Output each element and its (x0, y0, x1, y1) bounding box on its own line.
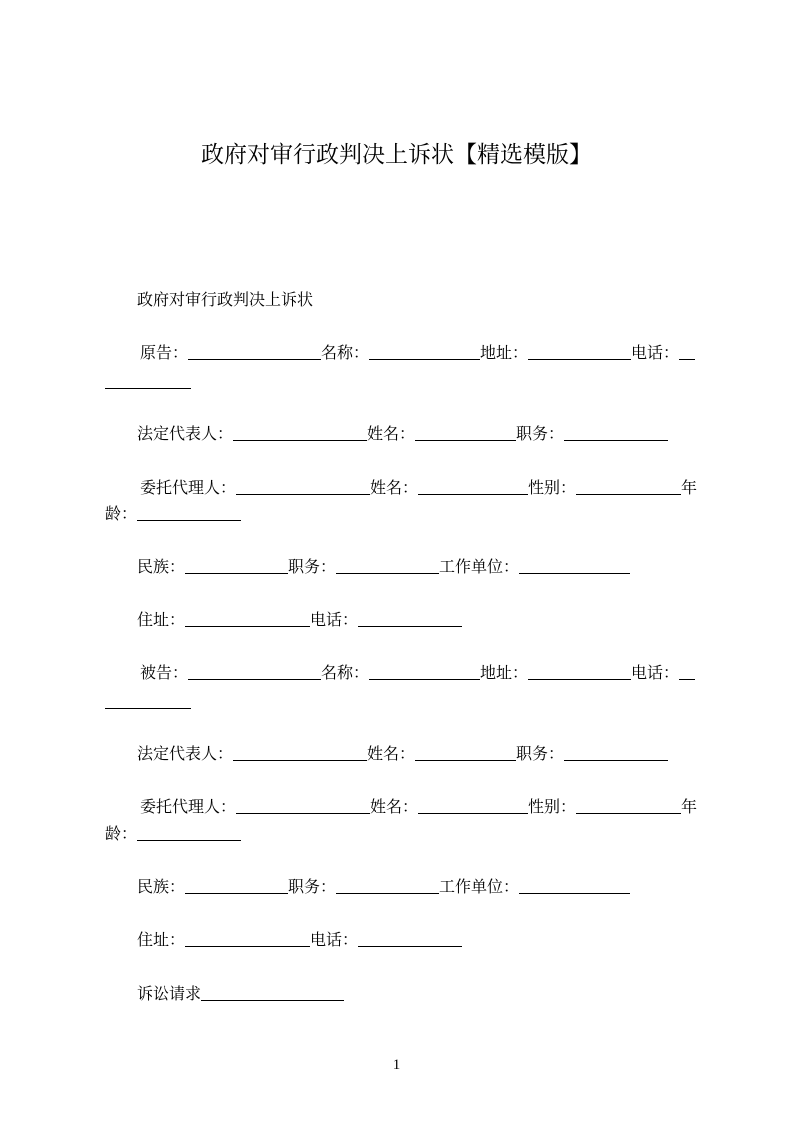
legal-rep-line (137, 744, 668, 764)
legal-rep-label: 法定代表人： (137, 744, 234, 763)
workplace-blank (519, 561, 630, 574)
plaintiff-section (0, 343, 793, 633)
ethnicity-line (137, 877, 630, 897)
residence-phone-label: 电话： (310, 930, 359, 949)
agent-label: 委托代理人： (140, 797, 237, 816)
phone-blank-continued (105, 696, 191, 709)
gender-blank (576, 801, 681, 814)
residence-label: 住址： (137, 930, 186, 949)
ethnicity-blank (185, 561, 288, 574)
name-label: 名称： (321, 343, 370, 362)
phone-blank (679, 667, 695, 680)
rep-name-blank (415, 748, 516, 761)
agent-name-label: 姓名： (370, 797, 419, 816)
page-number: 1 (392, 1057, 401, 1073)
age-blank (137, 828, 241, 841)
document-heading (137, 290, 313, 310)
age-label-end: 龄： (105, 504, 138, 523)
agent-line (140, 478, 697, 498)
legal-rep-blank (233, 428, 367, 441)
age-line (105, 504, 241, 524)
party-blank (188, 667, 321, 680)
age-label-end: 龄： (105, 824, 138, 843)
party-blank (188, 347, 321, 360)
address-label: 地址： (480, 663, 529, 682)
residence-line (137, 930, 462, 950)
agent-name-blank (418, 801, 528, 814)
gender-blank (576, 482, 681, 495)
document-title: 政府对审行政判决上诉状【精选模版】 (201, 142, 592, 168)
heading-text: 政府对审行政判决上诉状 (137, 290, 314, 309)
agent-name-blank (418, 482, 528, 495)
rep-position-blank (564, 748, 668, 761)
phone-blank-continued (105, 376, 191, 389)
workplace-blank (519, 881, 630, 894)
residence-blank (185, 614, 310, 627)
agent-blank (236, 482, 370, 495)
address-blank (528, 667, 631, 680)
age-line (105, 824, 241, 844)
rep-name-label: 姓名： (367, 424, 416, 443)
party-label: 被告： (140, 663, 189, 682)
residence-phone-label: 电话： (310, 610, 359, 629)
position-blank (336, 881, 439, 894)
ethnicity-label: 民族： (137, 557, 186, 576)
age-label-start: 年 (681, 797, 698, 816)
rep-name-blank (415, 428, 516, 441)
agent-name-label: 姓名： (370, 478, 419, 497)
residence-blank (185, 934, 310, 947)
residence-phone-blank (358, 934, 462, 947)
age-label-start: 年 (681, 478, 698, 497)
party-line (140, 343, 695, 363)
workplace-label: 工作单位： (439, 557, 520, 576)
rep-position-label: 职务： (516, 744, 565, 763)
agent-label: 委托代理人： (140, 478, 237, 497)
residence-phone-blank (358, 614, 462, 627)
legal-rep-label: 法定代表人： (137, 424, 234, 443)
ethnicity-line (137, 557, 630, 577)
defendant-section (0, 663, 793, 953)
phone-label: 电话： (631, 663, 680, 682)
residence-label: 住址： (137, 610, 186, 629)
phone-label: 电话： (631, 343, 680, 362)
gender-label: 性别： (528, 797, 577, 816)
legal-rep-line (137, 424, 668, 444)
agent-blank (236, 801, 370, 814)
name-blank (369, 667, 480, 680)
name-label: 名称： (321, 663, 370, 682)
party-line (140, 663, 695, 683)
ethnicity-label: 民族： (137, 877, 186, 896)
legal-rep-blank (233, 748, 367, 761)
residence-line (137, 610, 462, 630)
gender-label: 性别： (528, 478, 577, 497)
claims-label: 诉讼请求 (137, 984, 202, 1003)
claims-blank (201, 988, 344, 1001)
party-label: 原告： (140, 343, 189, 362)
phone-blank-wrap-line (105, 371, 191, 384)
address-blank (528, 347, 631, 360)
position-blank (336, 561, 439, 574)
name-blank (369, 347, 480, 360)
rep-position-blank (564, 428, 668, 441)
rep-position-label: 职务： (516, 424, 565, 443)
phone-blank-wrap-line (105, 691, 191, 704)
phone-blank (679, 347, 695, 360)
age-blank (137, 508, 241, 521)
address-label: 地址： (480, 343, 529, 362)
position-label: 职务： (288, 877, 337, 896)
agent-line (140, 797, 697, 817)
workplace-label: 工作单位： (439, 877, 520, 896)
ethnicity-blank (185, 881, 288, 894)
position-label: 职务： (288, 557, 337, 576)
rep-name-label: 姓名： (367, 744, 416, 763)
claims-line (137, 984, 344, 1004)
